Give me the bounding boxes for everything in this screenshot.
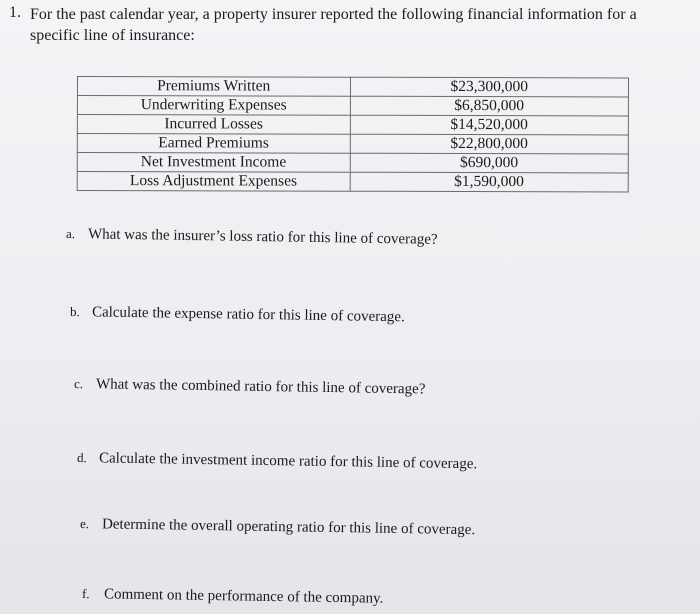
sub-question-a [66, 226, 438, 249]
sub-question-letter: b. [69, 304, 80, 320]
row-value: $22,800,000 [350, 134, 629, 154]
sub-question-letter: d. [76, 450, 87, 466]
row-label: Incurred Losses [77, 115, 350, 135]
table-row [77, 96, 628, 116]
financial-table [77, 76, 629, 192]
table-row [77, 153, 628, 173]
sub-question-e [80, 516, 475, 539]
sub-question-c [74, 376, 426, 399]
sub-question-d [77, 450, 477, 473]
sub-question-text: Comment on the performance of the company. [103, 586, 384, 607]
table-row [77, 77, 628, 97]
sub-question-b [70, 304, 405, 326]
row-label: Loss Adjustment Expenses [77, 172, 350, 192]
sub-question-f [82, 586, 384, 608]
row-label: Net Investment Income [77, 153, 350, 173]
table-row [77, 115, 628, 135]
row-label: Underwriting Expenses [77, 96, 350, 116]
row-value: $23,300,000 [350, 77, 629, 97]
sub-question-text: What was the combined ratio for this line of coverage? [95, 376, 426, 398]
sub-question-letter: a. [65, 226, 76, 242]
sub-question-text: What was the insurer’s loss ratio for this line of coverage? [87, 226, 438, 248]
row-value: $1,590,000 [350, 172, 629, 192]
question-intro: For the past calendar year, a property insurer reported the following financial information for a specific line of insurance: [30, 6, 637, 44]
sub-question-letter: f. [81, 586, 90, 602]
table-row [77, 134, 628, 154]
row-value: $6,850,000 [350, 96, 629, 116]
sub-question-letter: e. [79, 516, 90, 532]
row-label: Earned Premiums [77, 134, 350, 154]
sub-question-text: Calculate the expense ratio for this line of coverage. [91, 304, 405, 326]
table-row [77, 172, 628, 192]
sub-question-text: Calculate the investment income ratio for this line of coverage. [98, 450, 478, 473]
row-value: $14,520,000 [350, 115, 629, 135]
row-label: Premiums Written [77, 77, 350, 97]
row-value: $690,000 [350, 153, 629, 173]
sub-question-text: Determine the overall operating ratio for this line of coverage. [101, 516, 476, 539]
question-number: 1. [9, 4, 21, 21]
sub-question-letter: c. [73, 376, 84, 392]
